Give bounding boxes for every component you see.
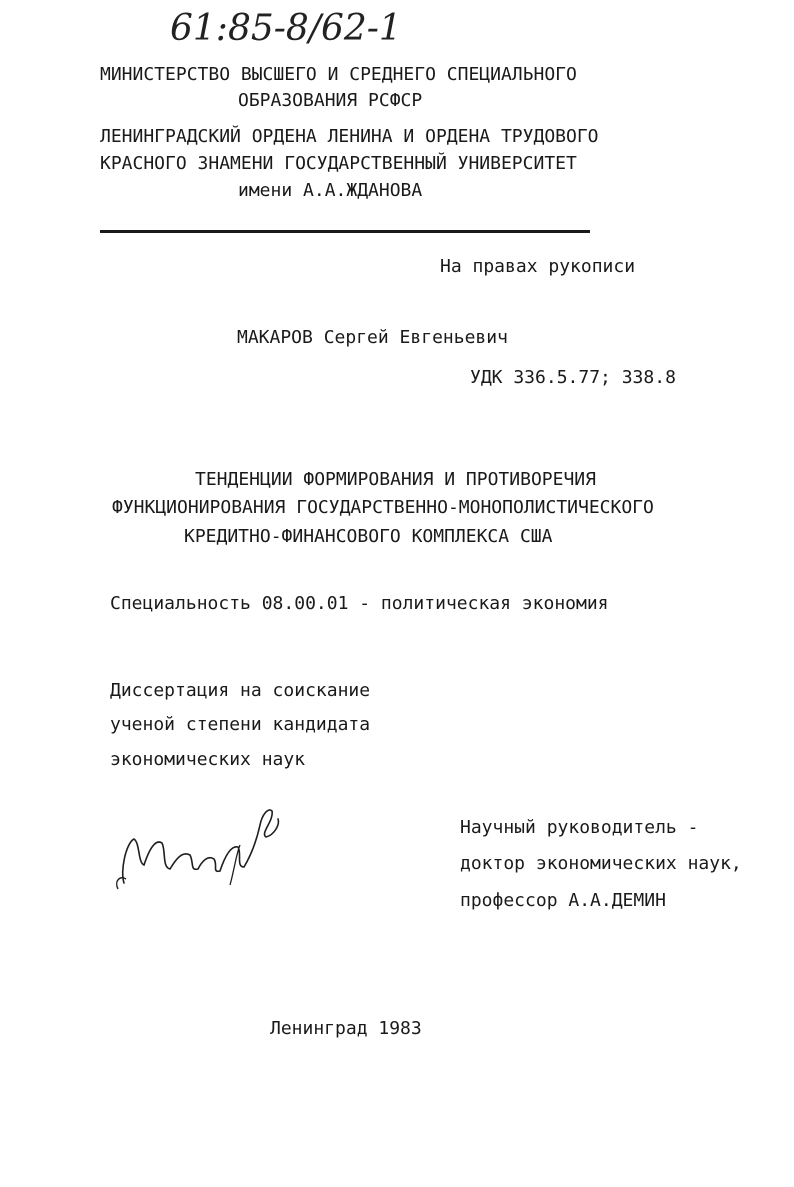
archive-number: 61:85-8/62-1 — [170, 8, 402, 49]
author-signature — [110, 785, 300, 905]
university-line-2: КРАСНОГО ЗНАМЕНИ ГОСУДАРСТВЕННЫЙ УНИВЕРСИТЕТ — [100, 153, 577, 174]
supervisor-line-3: профессор А.А.ДЕМИН — [460, 890, 666, 911]
header-divider — [100, 230, 590, 233]
specialty: Специальность 08.00.01 - политическая экономия — [110, 593, 609, 614]
title-line-1: ТЕНДЕНЦИИ ФОРМИРОВАНИЯ И ПРОТИВОРЕЧИЯ — [195, 469, 596, 490]
university-line-1: ЛЕНИНГРАДСКИЙ ОРДЕНА ЛЕНИНА И ОРДЕНА ТРУДОВОГО — [100, 126, 599, 147]
ministry-line-2: ОБРАЗОВАНИЯ РСФСР — [238, 90, 423, 111]
ministry-line-1: МИНИСТЕРСТВО ВЫСШЕГО И СРЕДНЕГО СПЕЦИАЛЬНОГО — [100, 64, 577, 85]
author-name: МАКАРОВ Сергей Евгеньевич — [237, 327, 508, 348]
manuscript-note: На правах рукописи — [440, 256, 636, 277]
dissertation-line-3: экономических наук — [110, 749, 306, 770]
dissertation-line-2: ученой степени кандидата — [110, 714, 371, 735]
city-year: Ленинград 1983 — [270, 1018, 422, 1039]
udk-code: УДК 336.5.77; 338.8 — [470, 367, 676, 388]
university-line-3: имени А.А.ЖДАНОВА — [238, 180, 423, 201]
dissertation-line-1: Диссертация на соискание — [110, 680, 371, 701]
title-line-3: КРЕДИТНО-ФИНАНСОВОГО КОМПЛЕКСА США — [184, 526, 553, 547]
supervisor-line-2: доктор экономических наук, — [460, 853, 742, 874]
title-line-2: ФУНКЦИОНИРОВАНИЯ ГОСУДАРСТВЕННО-МОНОПОЛИСТИЧЕСКОГО — [112, 497, 654, 518]
supervisor-line-1: Научный руководитель - — [460, 817, 699, 838]
